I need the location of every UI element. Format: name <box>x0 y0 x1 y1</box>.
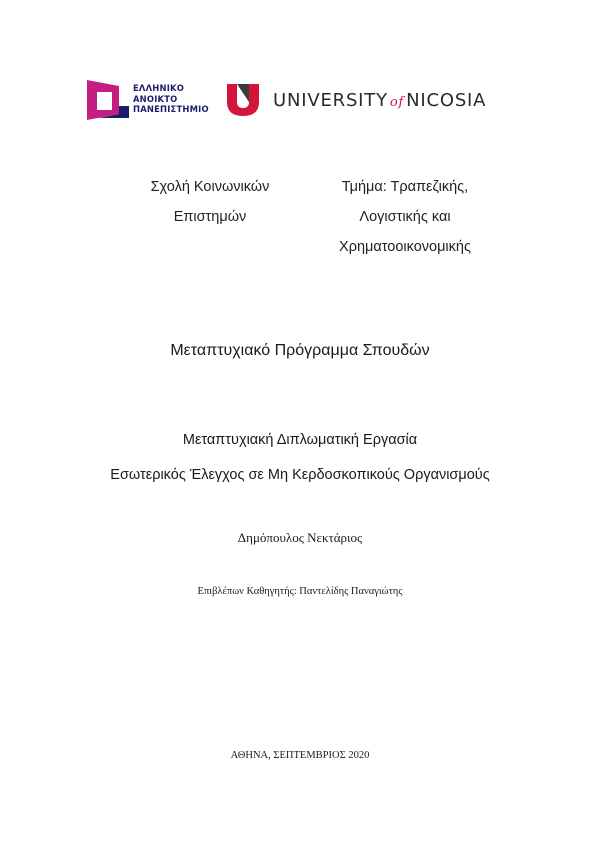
unic-logo <box>225 82 485 118</box>
author-name: Δημόπουλος Νεκτάριος <box>237 530 363 545</box>
hou-emblem-icon <box>85 78 129 122</box>
unic-wordmark: UNIVERSITY of NICOSIA <box>273 90 487 111</box>
hou-wordmark: ΕΛΛΗΝΙΚΟ ΑΝΟΙΚΤΟ ΠΑΝΕΠΙΣΤΗΜΙΟ <box>133 83 209 115</box>
thesis-title: Εσωτερικός Έλεγχος σε Μη Κερδοσκοπικούς Οργανισμούς <box>110 467 490 483</box>
unic-shield-icon <box>225 82 261 118</box>
department-name: Τμήμα: Τραπεζικής, Λογιστικής και Χρηματοοικονομικής <box>339 179 471 255</box>
supervisor: Επιβλέπων Καθηγητής: Παντελίδης Παναγιώτης <box>197 586 403 597</box>
hou-logo <box>85 78 215 122</box>
school-name: Σχολή Κοινωνικών Επιστημών <box>150 179 270 225</box>
program-title: Μεταπτυχιακό Πρόγραμμα Σπουδών <box>170 342 430 359</box>
thesis-type: Μεταπτυχιακή Διπλωματική Εργασία <box>182 432 418 448</box>
place-date: ΑΘΗΝΑ, ΣΕΠΤΕΜΒΡΙΟΣ 2020 <box>230 750 370 761</box>
